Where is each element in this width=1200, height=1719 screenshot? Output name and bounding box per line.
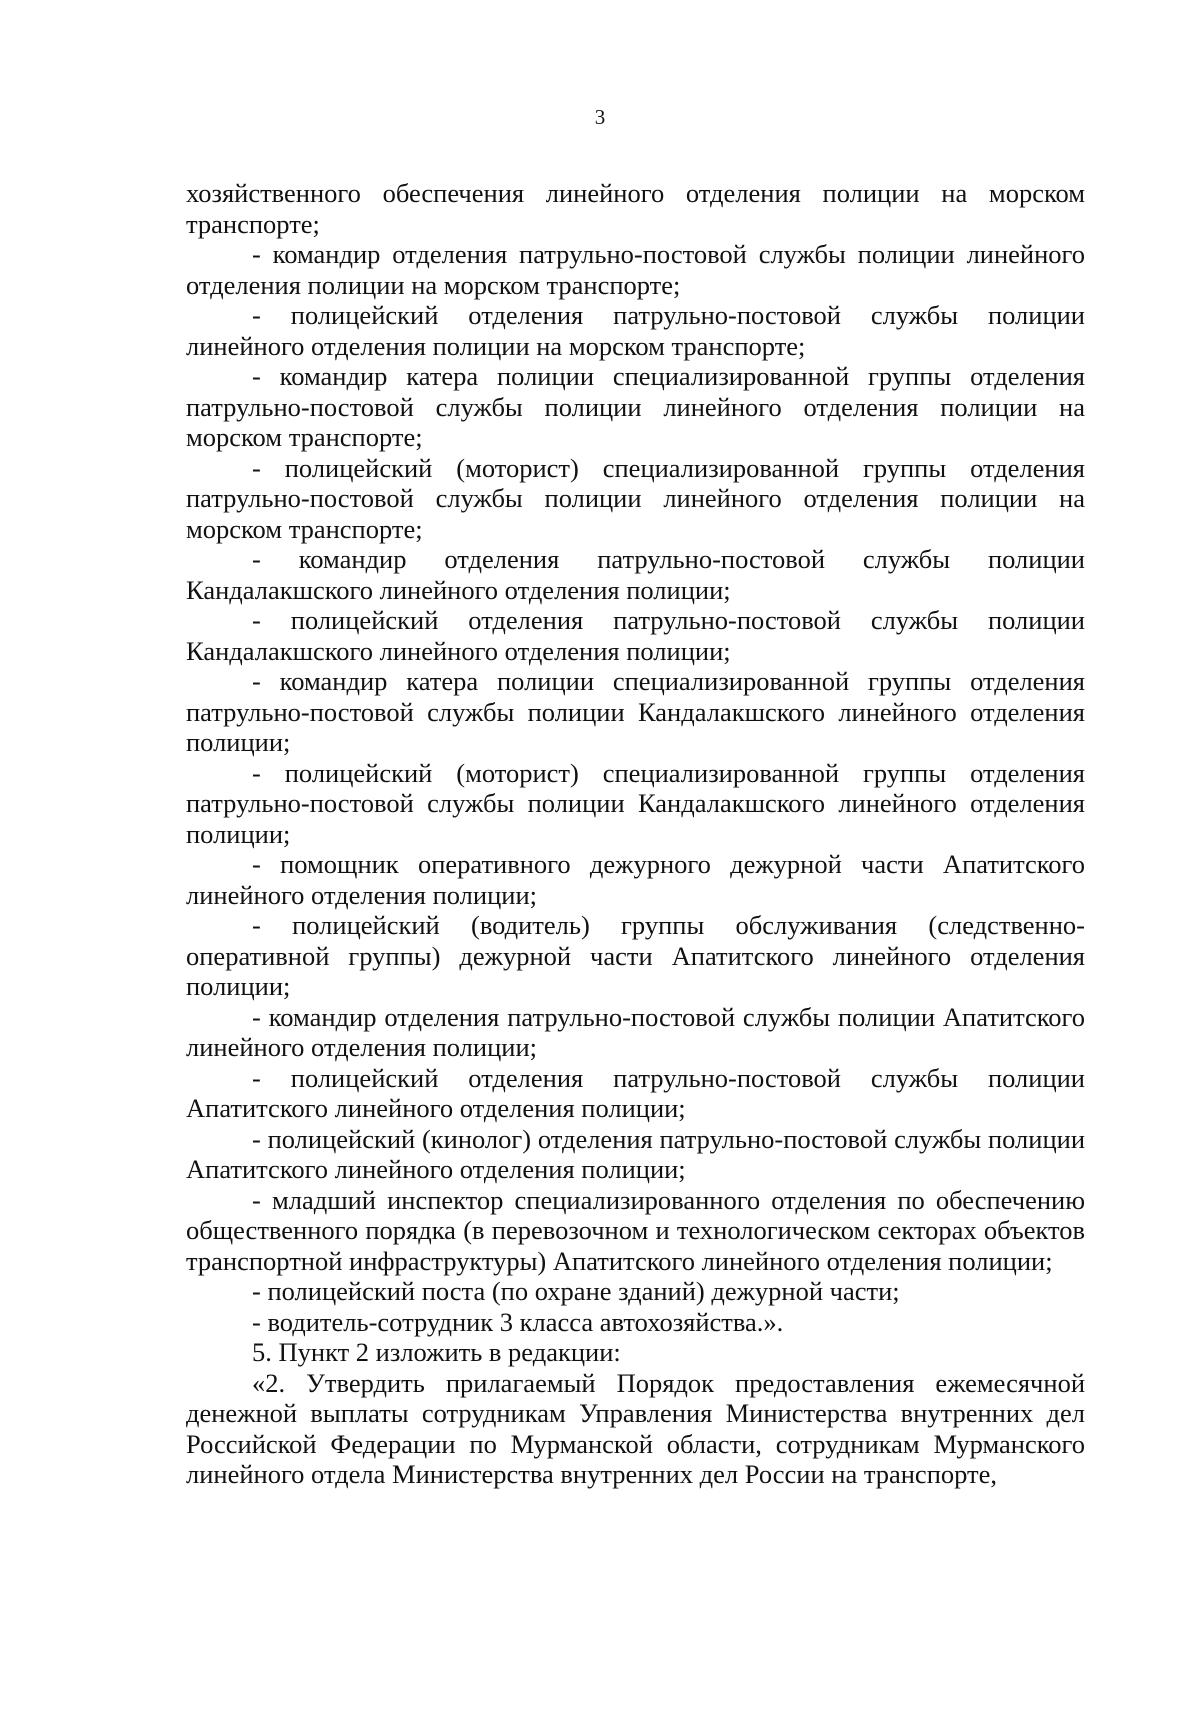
paragraph: - полицейский отделения патрульно-постовой службы полиции Апатитского линейного отделения полиции; <box>186 1062 1085 1123</box>
paragraph: - полицейский отделения патрульно-постовой службы полиции Кандалакшского линейного отделения полиции; <box>186 605 1085 666</box>
paragraph: - помощник оперативного дежурного дежурной части Апатитского линейного отделения полиции; <box>186 849 1085 910</box>
paragraph: 5. Пункт 2 изложить в редакции: <box>252 1337 621 1367</box>
page-number: 3 <box>594 105 606 129</box>
paragraph: - водитель-сотрудник 3 класса автохозяйства.». <box>252 1306 784 1337</box>
paragraph: - командир отделения патрульно-постовой службы полиции Апатитского линейного отделения полиции; <box>186 1001 1085 1062</box>
paragraph: - полицейский поста (по охране зданий) дежурной части; <box>252 1276 900 1306</box>
paragraph: - полицейский (кинолог) отделения патрульно-постовой службы полиции Апатитского линейного отделения полиции; <box>186 1123 1085 1184</box>
paragraph: - командир отделения патрульно-постовой службы полиции Кандалакшского линейного отделения полиции; <box>186 544 1085 605</box>
paragraph: - младший инспектор специализированного отделения по обеспечению общественного порядка (в перевозочном и технологическом секторах объектов транспортной инфраструктуры) Апатитского линейного отделения полиции; <box>186 1184 1085 1276</box>
paragraph: «2. Утвердить прилагаемый Порядок предоставления ежемесячной денежной выплаты сотрудникам Управления Министерства внутренних дел Российской Федерации по Мурманской области, сотрудникам Мурманского линейного отдела Министерства внутренних дел России на транспорте, <box>186 1367 1085 1489</box>
document-body <box>186 178 1085 1490</box>
paragraph: - полицейский (моторист) специализированной группы отделения патрульно-постовой службы полиции линейного отделения полиции на морском транспорте; <box>186 452 1085 544</box>
paragraph: - полицейский отделения патрульно-постовой службы полиции линейного отделения полиции на морском транспорте; <box>186 300 1085 361</box>
paragraph: - полицейский (водитель) группы обслуживания (следственно-оперативной группы) дежурной части Апатитского линейного отделения полиции; <box>186 910 1085 1001</box>
paragraph: - полицейский (моторист) специализированной группы отделения патрульно-постовой службы полиции Кандалакшского линейного отделения полиции; <box>186 757 1085 849</box>
paragraph: - командир катера полиции специализированной группы отделения патрульно-постовой службы полиции Кандалакшского линейного отделения полиции; <box>186 666 1085 757</box>
paragraph: - командир отделения патрульно-постовой службы полиции линейного отделения полиции на морском транспорте; <box>186 239 1085 300</box>
paragraph: хозяйственного обеспечения линейного отделения полиции на морском транспорте; <box>186 178 1085 239</box>
paragraph: - командир катера полиции специализированной группы отделения патрульно-постовой службы полиции линейного отделения полиции на морском транспорте; <box>186 361 1085 452</box>
